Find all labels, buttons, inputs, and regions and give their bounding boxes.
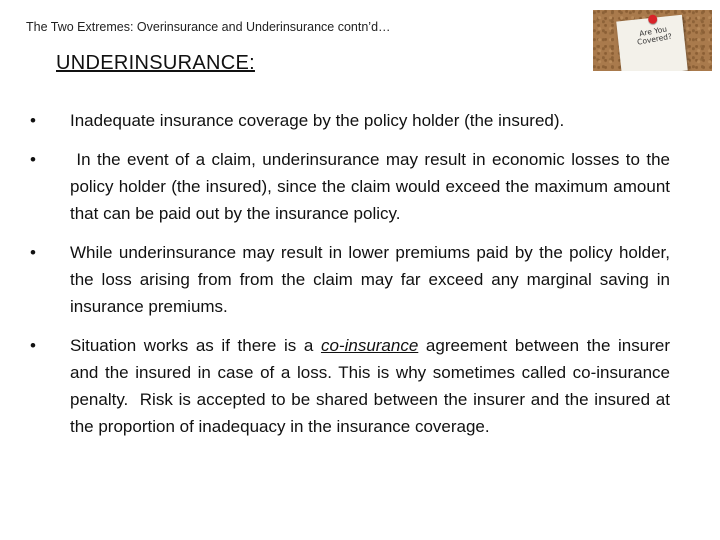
co-insurance-term: co-insurance <box>320 336 419 355</box>
bullet-text-part: agreement between the insurer and the insured in case of a loss. This is why sometimes called co-insurance penalty. Risk is accepted to be shared between the insurer and the insured at the proportion of inadequacy in the insurance coverage. <box>70 336 675 436</box>
bullet-icon: • <box>30 111 36 130</box>
bullet-item <box>30 332 675 440</box>
bullet-icon: • <box>30 150 36 169</box>
bullet-list <box>30 107 675 440</box>
sticky-note <box>616 15 687 71</box>
slide-header-title: The Two Extremes: Overinsurance and Underinsurance contn’d… <box>26 20 391 34</box>
bullet-text: While underinsurance may result in lower premiums paid by the policy holder, the loss arising from from the claim may far exceed any marginal saving in insurance premiums. <box>70 243 670 316</box>
section-heading: UNDERINSURANCE: <box>56 52 255 74</box>
sticky-note-text: Are You Covered? <box>636 24 673 47</box>
bullet-item <box>30 239 672 320</box>
bullet-text-part: Situation works as if there is a <box>70 336 321 355</box>
bullet-item <box>30 146 675 227</box>
bullet-text: In the event of a claim, underinsurance may result in economic losses to the policy holder (the insured), since the claim would exceed the maximum amount that can be paid out by the insurance policy. <box>70 150 675 223</box>
bullet-icon: • <box>30 336 36 355</box>
bullet-item <box>30 107 672 134</box>
corkboard-image <box>593 10 712 71</box>
bullet-text <box>70 332 675 440</box>
bullet-text: Inadequate insurance coverage by the policy holder (the insured). <box>70 111 565 130</box>
bullet-icon: • <box>30 243 36 262</box>
pushpin-icon <box>648 14 658 24</box>
